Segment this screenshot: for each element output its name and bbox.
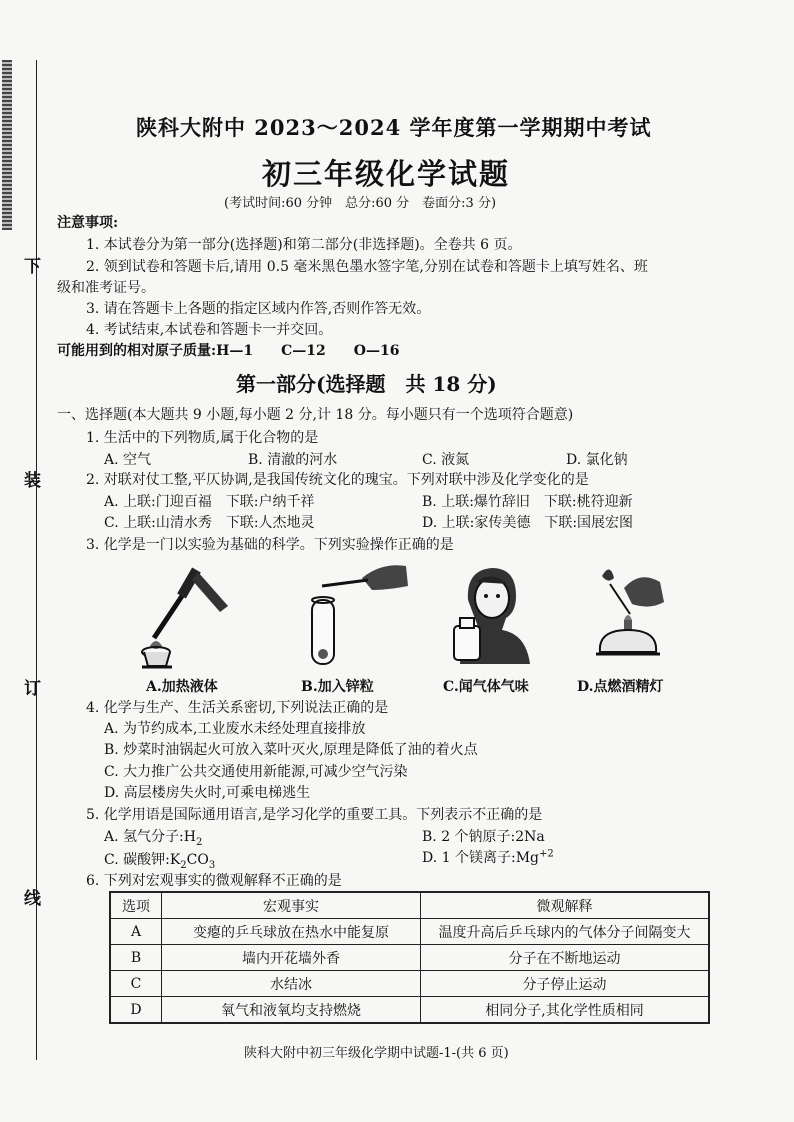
q2-option-a: A. 上联:门迎百福 下联:户纳千祥 [104,494,315,510]
table-cell: 变瘪的乒乓球放在热水中能复原 [162,919,421,945]
q1-option-d: D. 氯化钠 [566,452,628,468]
q5-stem: 5. 化学用语是国际通用语言,是学习化学的重要工具。下列表示不正确的是 [86,807,543,823]
table-cell: A [110,919,162,945]
page-title: 初三年级化学试题 [262,157,511,191]
q2-option-b: B. 上联:爆竹辞旧 下联:桃符迎新 [422,494,633,510]
binding-char-ding: 订 [24,679,41,699]
add-zinc-figure [302,556,412,672]
table-cell: 墙内开花墙外香 [162,945,421,971]
binding-line [36,60,37,1060]
table-header-cell: 选项 [110,892,162,919]
table-row [110,971,709,997]
smell-gas-figure [446,560,530,666]
notes-heading: 注意事项: [57,215,119,231]
table-cell: 分子停止运动 [421,971,710,997]
table-header-row [110,892,709,919]
q3-option-b: B.加入锌粒 [301,679,374,695]
page-footer: 陕科大附中初三年级化学期中试题-1-(共 6 页) [244,1046,509,1061]
q1-option-b: B. 清澈的河水 [248,452,338,468]
q5-option-d: D. 1 个镁离子$:Mg^{+2}$ [422,848,554,866]
note-2-cont: 级和准考证号。 [57,280,155,296]
part1-title: 第一部分(选择题 共 18 分) [236,372,497,396]
table-cell: 温度升高后乒乓球内的气体分子间隔变大 [421,919,710,945]
scan-edge-marks [2,60,12,230]
q3-option-d: D.点燃酒精灯 [577,679,664,695]
q1-option-c: C. 液氮 [422,452,470,468]
note-3: 3. 请在答题卡上各题的指定区域内作答,否则作答无效。 [86,301,431,317]
table-cell: B [110,945,162,971]
part1-instruction: 一、选择题(本大题共 9 小题,每小题 2 分,计 18 分。每小题只有一个选项符合题意) [57,407,574,423]
q2-option-d: D. 上联:家传美德 下联:国展宏图 [422,515,634,531]
note-2: 2. 领到试卷和答题卡后,请用 0.5 毫米黑色墨水签字笔,分别在试卷和答题卡上填写姓名、班 [86,259,648,275]
table-cell: D [110,997,162,1024]
q4-option-a: A. 为节约成本,工业废水未经处理直接排放 [104,721,366,737]
q3-option-a: A.加热液体 [146,679,218,695]
q5-option-c: C. 碳酸钾$:K_2CO_3$ [104,852,216,871]
q5-option-a: A. 氢气分子$:H_2$ [104,829,203,848]
q4-option-b: B. 炒菜时油锅起火可放入菜叶灭火,原理是降低了油的着火点 [104,742,478,758]
q4-stem: 4. 化学与生产、生活关系密切,下列说法正确的是 [86,700,389,716]
q6-table [109,891,710,1024]
school-exam-title: 陕科大附中 2023～2024 学年度第一学期期中考试 [136,115,652,140]
note-1: 1. 本试卷分为第一部分(选择题)和第二部分(非选择题)。全卷共 6 页。 [86,237,522,253]
table-header-cell: 微观解释 [421,892,710,919]
q5-option-b: B. 2 个钠原子:2Na [422,829,545,845]
q1-stem: 1. 生活中的下列物质,属于化合物的是 [86,430,319,446]
q4-option-c: C. 大力推广公共交通使用新能源,可减少空气污染 [104,764,408,780]
exam-info: (考试时间:60 分钟 总分:60 分 卷面分:3 分) [224,196,497,211]
binding-char-xia: 下 [24,257,41,277]
table-cell: 水结冰 [162,971,421,997]
note-4: 4. 考试结束,本试卷和答题卡一并交回。 [86,322,333,338]
q4-option-d: D. 高层楼房失火时,可乘电梯逃生 [104,785,311,801]
q3-stem: 3. 化学是一门以实验为基础的科学。下列实验操作正确的是 [86,537,454,553]
q2-stem: 2. 对联对仗工整,平仄协调,是我国传统文化的瑰宝。下列对联中涉及化学变化的是 [86,472,589,488]
atomic-mass: 可能用到的相对原子质量:H—1 C—12 O—16 [57,343,400,359]
table-cell: 分子在不断地运动 [421,945,710,971]
q3-option-c: C.闻气体气味 [443,679,529,695]
table-row [110,945,709,971]
table-cell: 氧气和液氧均支持燃烧 [162,997,421,1024]
heating-liquid-figure [140,566,236,670]
binding-char-zhuang: 装 [24,471,41,491]
table-cell: C [110,971,162,997]
q6-stem: 6. 下列对宏观事实的微观解释不正确的是 [86,873,342,889]
table-row [110,997,709,1024]
q2-option-c: C. 上联:山清水秀 下联:人杰地灵 [104,515,315,531]
q1-option-a: A. 空气 [104,452,152,468]
table-row [110,919,709,945]
binding-char-xian: 线 [24,889,41,909]
alcohol-lamp-figure [584,562,680,670]
table-cell: 相同分子,其化学性质相同 [421,997,710,1024]
table-header-cell: 宏观事实 [162,892,421,919]
